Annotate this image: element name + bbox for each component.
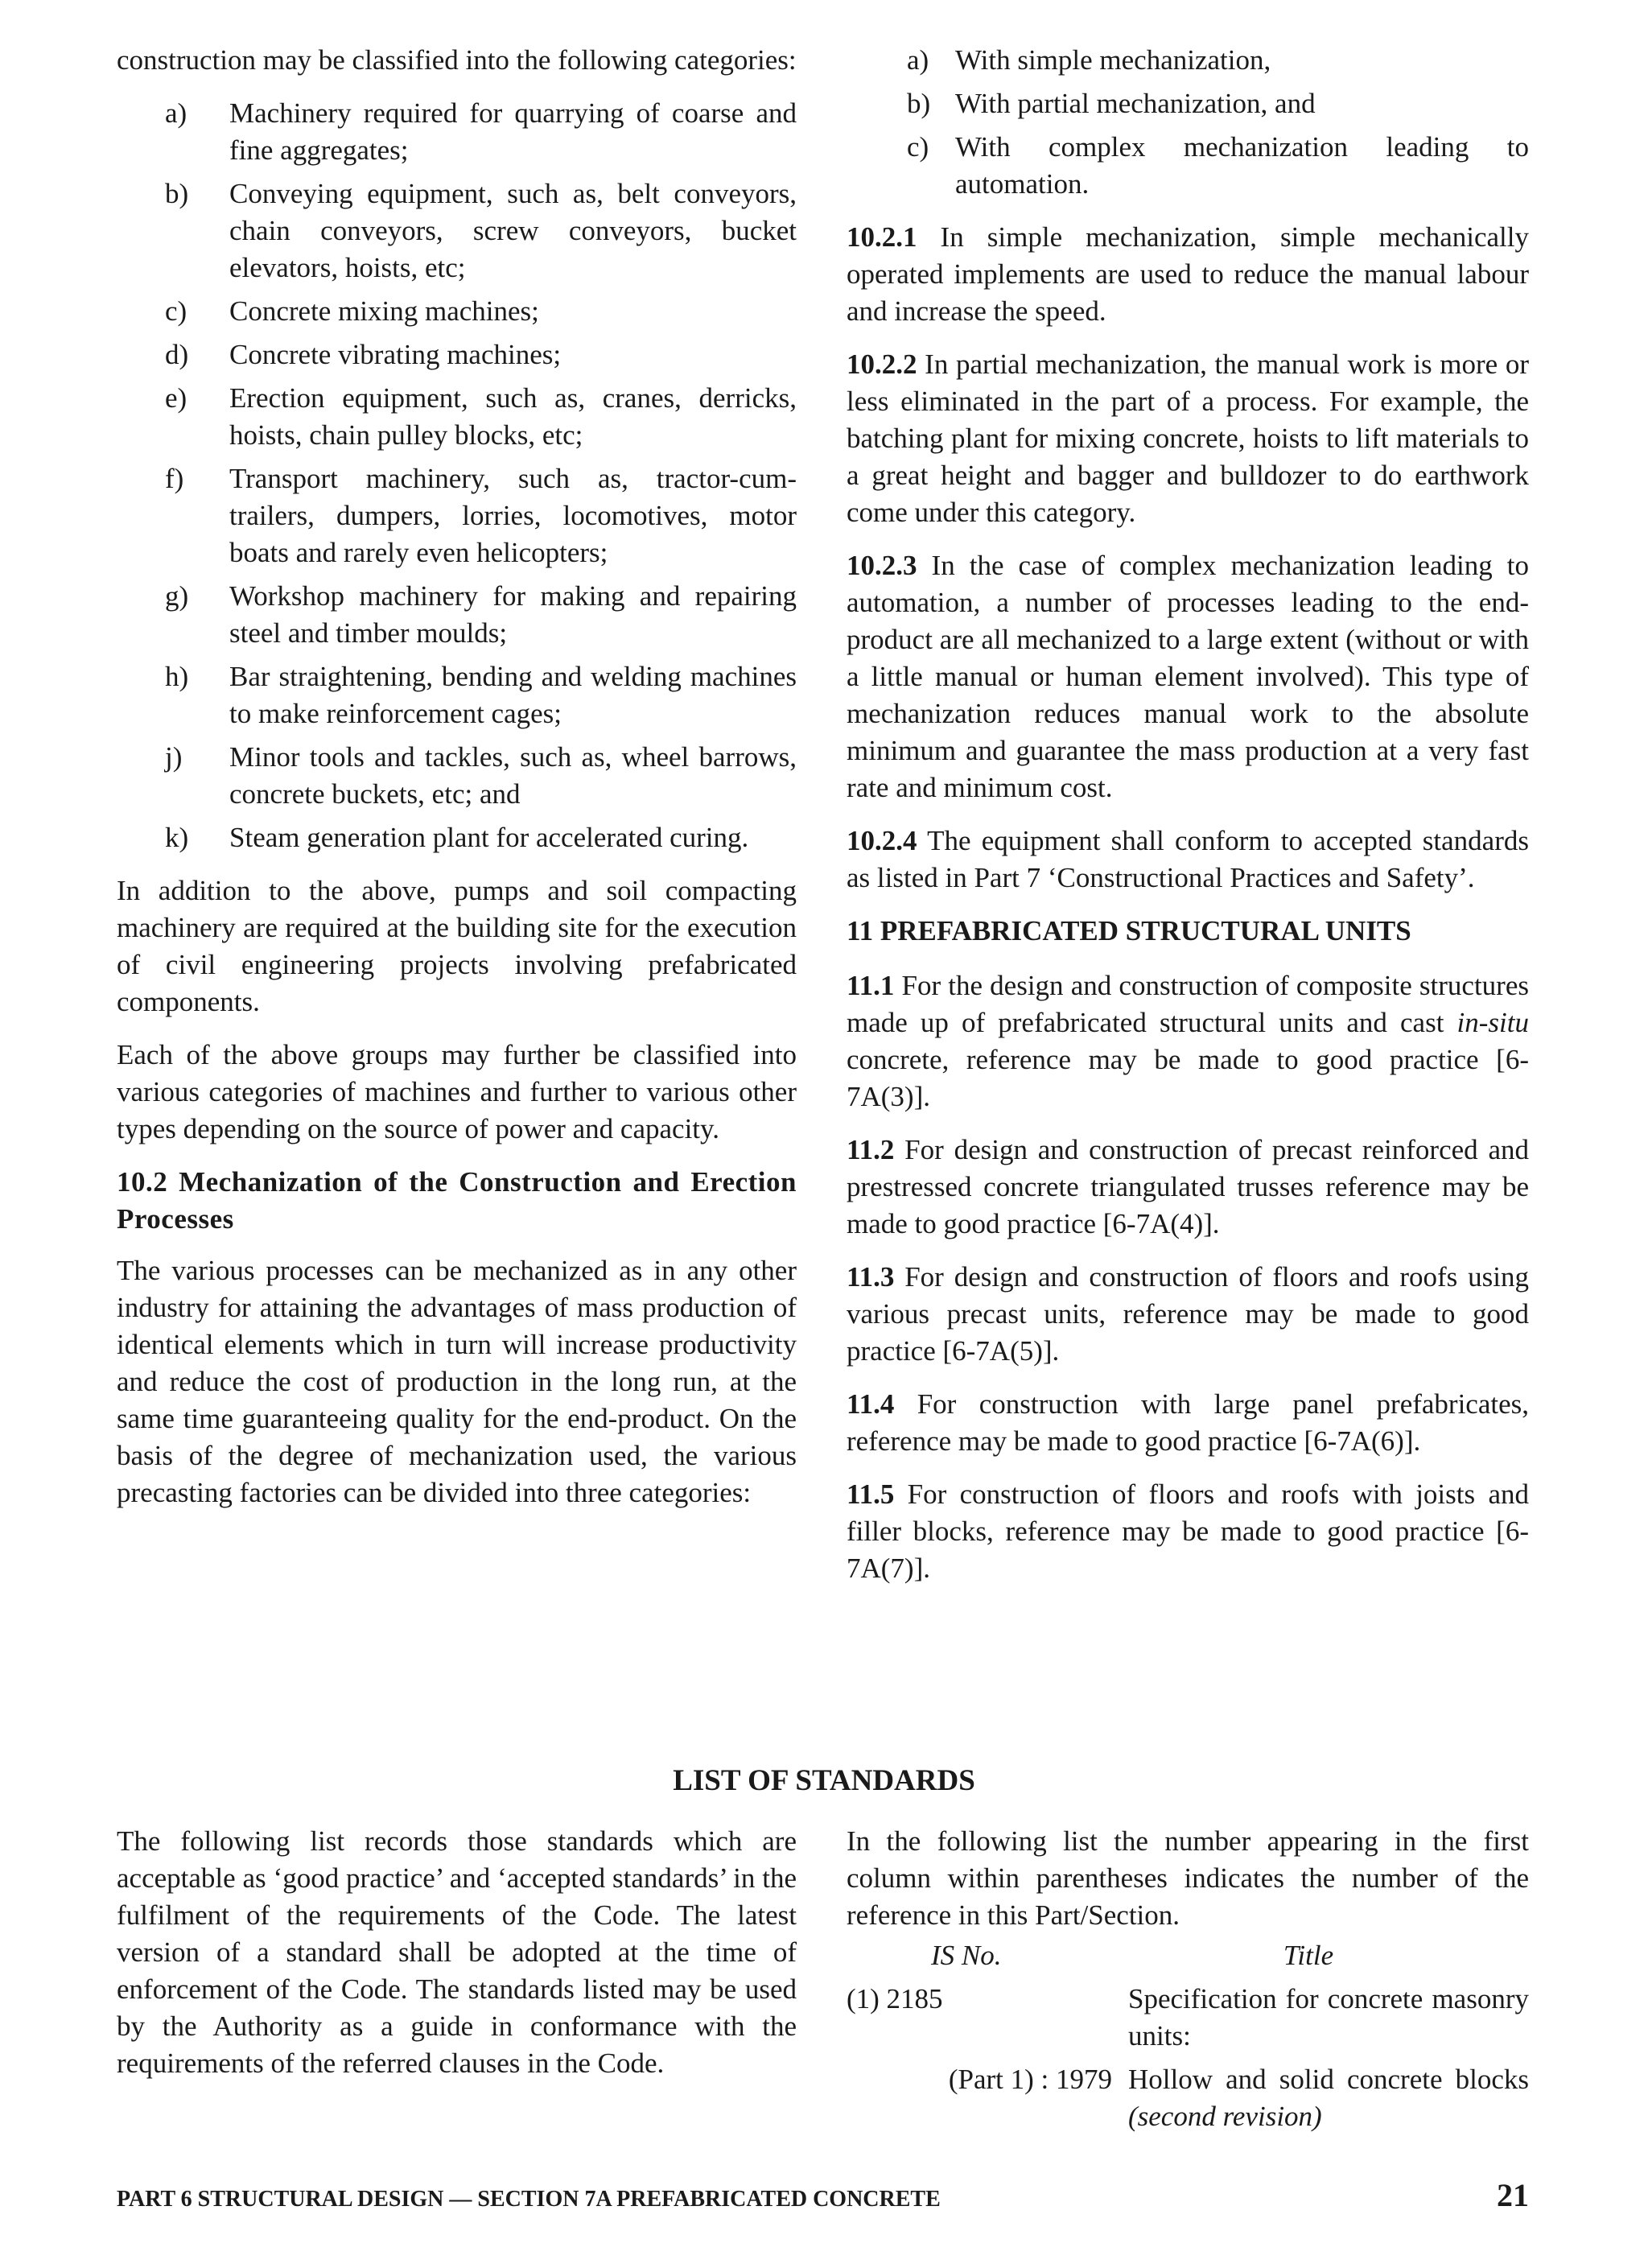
clause-10-2-3	[847, 547, 1529, 806]
list-item-label: a)	[907, 44, 929, 76]
list-item	[847, 129, 1529, 203]
left-column	[117, 42, 797, 1528]
list-item	[117, 578, 797, 652]
standard-number: (1) 2185	[847, 1983, 943, 2014]
list-item-text: Erection equipment, such as, cranes, derricks, hoists, chain pulley blocks, etc;	[229, 382, 797, 451]
list-item-text: Concrete mixing machines;	[229, 295, 539, 327]
clause-11-5	[847, 1476, 1529, 1587]
clause-text: For design and construction of precast reinforced and prestressed concrete triangulated trusses reference may be made to good practice [6-7A(4)].	[847, 1134, 1529, 1239]
table-row	[847, 2061, 1529, 2135]
clause-10-2-2	[847, 346, 1529, 531]
section-heading-11: 11 PREFABRICATED STRUCTURAL UNITS	[847, 915, 1411, 946]
list-item	[117, 739, 797, 813]
standards-list	[847, 1823, 1529, 2142]
clause-number: 11.4	[847, 1388, 895, 1420]
clause-text: The equipment shall conform to accepted standards as listed in Part 7 ‘Constructional Practices and Safety’.	[847, 825, 1529, 893]
clause-text: In the case of complex mechanization leading to automation, a number of processes leading to the end-product are all mechanized to a large extent (without or with a little manual or human element involved). This type of mechanization reduces manual work to the absolute minimum and guarantee the mass production at a very fast rate and minimum cost.	[847, 550, 1529, 803]
right-column	[847, 42, 1529, 1603]
list-item-text: Minor tools and tackles, such as, wheel barrows, concrete buckets, etc; and	[229, 741, 797, 810]
clause-text: concrete, reference may be made to good practice [6-7A(3)].	[847, 1044, 1529, 1112]
list-item	[117, 95, 797, 169]
page-number: 21	[1497, 2177, 1529, 2213]
clause-text: For design and construction of floors and roofs using various precast units, reference may be made to good practice [6-7A(5)].	[847, 1261, 1529, 1367]
list-item-text: Workshop machinery for making and repairing steel and timber moulds;	[229, 580, 797, 649]
clause-11-1	[847, 967, 1529, 1115]
mechanization-paragraph: The various processes can be mechanized as in any other industry for attaining the advantages of mass production of identical elements which in turn will increase productivity and reduce the cost of production in the long run, at the same time guaranteeing quality for the end-product. On the basis of the degree of mechanization used, the various precasting factories can be divided into three categories:	[117, 1255, 797, 1508]
list-item-label: e)	[165, 382, 187, 414]
list-item-label: k)	[165, 822, 189, 853]
list-item-text: Machinery required for quarrying of coarse and fine aggregates;	[229, 97, 797, 166]
list-item-text: Steam generation plant for accelerated curing.	[229, 822, 749, 853]
list-item-label: a)	[165, 97, 187, 129]
clause-10-2-4	[847, 823, 1529, 897]
column-header-is-no: IS No.	[931, 1940, 1002, 1971]
standards-intro-left	[117, 1823, 797, 2082]
list-item-text: With partial mechanization, and	[955, 88, 1316, 119]
list-item	[117, 658, 797, 732]
clause-number: 11.5	[847, 1478, 895, 1510]
list-item-text: Conveying equipment, such as, belt conveyors, chain conveyors, screw conveyors, bucket elevators, hoists, etc;	[229, 178, 797, 283]
standard-revision: (second revision)	[1128, 2101, 1322, 2132]
footer-section-title: PART 6 STRUCTURAL DESIGN — SECTION 7A PREFABRICATED CONCRETE	[117, 2187, 941, 2212]
list-item	[117, 336, 797, 373]
clause-number: 10.2.3	[847, 550, 917, 581]
list-item-text: Bar straightening, bending and welding machines to make reinforcement cages;	[229, 661, 797, 729]
clause-emphasis: in-situ	[1456, 1007, 1529, 1038]
list-of-standards-title: LIST OF STANDARDS	[673, 1764, 975, 1797]
list-item	[117, 380, 797, 454]
list-item	[117, 293, 797, 330]
mechanization-level-list	[847, 42, 1529, 203]
section-heading-10-2: 10.2 Mechanization of the Construction and Erection Processes	[117, 1166, 797, 1235]
list-item-label: f)	[165, 463, 184, 494]
clause-text: For construction of floors and roofs with joists and filler blocks, reference may be made to good practice [6-7A(7)].	[847, 1478, 1529, 1584]
clause-number: 10.2.4	[847, 825, 917, 856]
list-item-text: Concrete vibrating machines;	[229, 339, 562, 370]
standard-number: (Part 1) : 1979	[948, 2064, 1112, 2095]
list-item-label: c)	[907, 131, 929, 163]
list-item-label: j)	[165, 741, 183, 773]
list-item-label: g)	[165, 580, 189, 612]
standards-intro-paragraph: The following list records those standards which are acceptable as ‘good practice’ and ‘accepted standards’ in the fulfilment of the requirements of the Code. The latest version of a standard shall be adopted at the time of enforcement of the Code. The standards listed may be used by the Authority as a guide in conformance with the requirements of the referred clauses in the Code.	[117, 1825, 797, 2079]
list-item	[117, 819, 797, 856]
intro-paragraph: construction may be classified into the following categories:	[117, 44, 797, 76]
clause-number: 10.2.2	[847, 348, 917, 380]
list-item-label: c)	[165, 295, 187, 327]
list-item-label: d)	[165, 339, 189, 370]
list-item-text: Transport machinery, such as, tractor-cum-trailers, dumpers, lorries, locomotives, motor boats and rarely even helicopters;	[229, 463, 797, 568]
addition-paragraph: In addition to the above, pumps and soil compacting machinery are required at the building site for the execution of civil engineering projects involving prefabricated components.	[117, 875, 797, 1017]
clause-11-3	[847, 1259, 1529, 1370]
list-item-label: b)	[165, 178, 189, 209]
page-footer	[117, 2177, 1529, 2218]
standard-title: Specification for concrete masonry units:	[1128, 1983, 1529, 2052]
clause-number: 11.1	[847, 970, 895, 1001]
list-item-label: h)	[165, 661, 189, 692]
standards-note-paragraph: In the following list the number appearing in the first column within parentheses indicates the number of the reference in this Part/Section.	[847, 1825, 1529, 1931]
table-row	[847, 1981, 1529, 2055]
clause-number: 11.2	[847, 1134, 895, 1165]
clause-text: For construction with large panel prefabricates, reference may be made to good practice [6-7A(6)].	[847, 1388, 1529, 1457]
standard-title	[1128, 2061, 1529, 2135]
standards-table-header	[847, 1937, 1529, 1974]
clause-text: For the design and construction of composite structures made up of prefabricated structural units and cast	[847, 970, 1529, 1038]
clause-text: In partial mechanization, the manual work is more or less eliminated in the part of a process. For example, the batching plant for mixing concrete, hoists to lift materials to a great height and bagger and bulldozer to do earthwork come under this category.	[847, 348, 1529, 528]
clause-number: 10.2.1	[847, 221, 917, 253]
clause-11-4	[847, 1386, 1529, 1460]
list-item-label: b)	[907, 88, 931, 119]
list-item-text: With simple mechanization,	[955, 44, 1271, 76]
standard-title-text: Hollow and solid concrete blocks	[1128, 2064, 1529, 2095]
list-item	[117, 460, 797, 571]
list-item	[847, 85, 1529, 122]
list-item	[117, 175, 797, 287]
clause-text: In simple mechanization, simple mechanically operated implements are used to reduce the manual labour and increase the speed.	[847, 221, 1529, 327]
clause-number: 11.3	[847, 1261, 895, 1293]
clause-10-2-1	[847, 219, 1529, 330]
machinery-category-list	[117, 95, 797, 856]
list-item-text: With complex mechanization leading to automation.	[955, 131, 1529, 200]
classification-paragraph: Each of the above groups may further be classified into various categories of machines and further to various other types depending on the source of power and capacity.	[117, 1039, 797, 1144]
clause-11-2	[847, 1132, 1529, 1243]
list-item	[847, 42, 1529, 79]
column-header-title: Title	[1283, 1940, 1334, 1971]
